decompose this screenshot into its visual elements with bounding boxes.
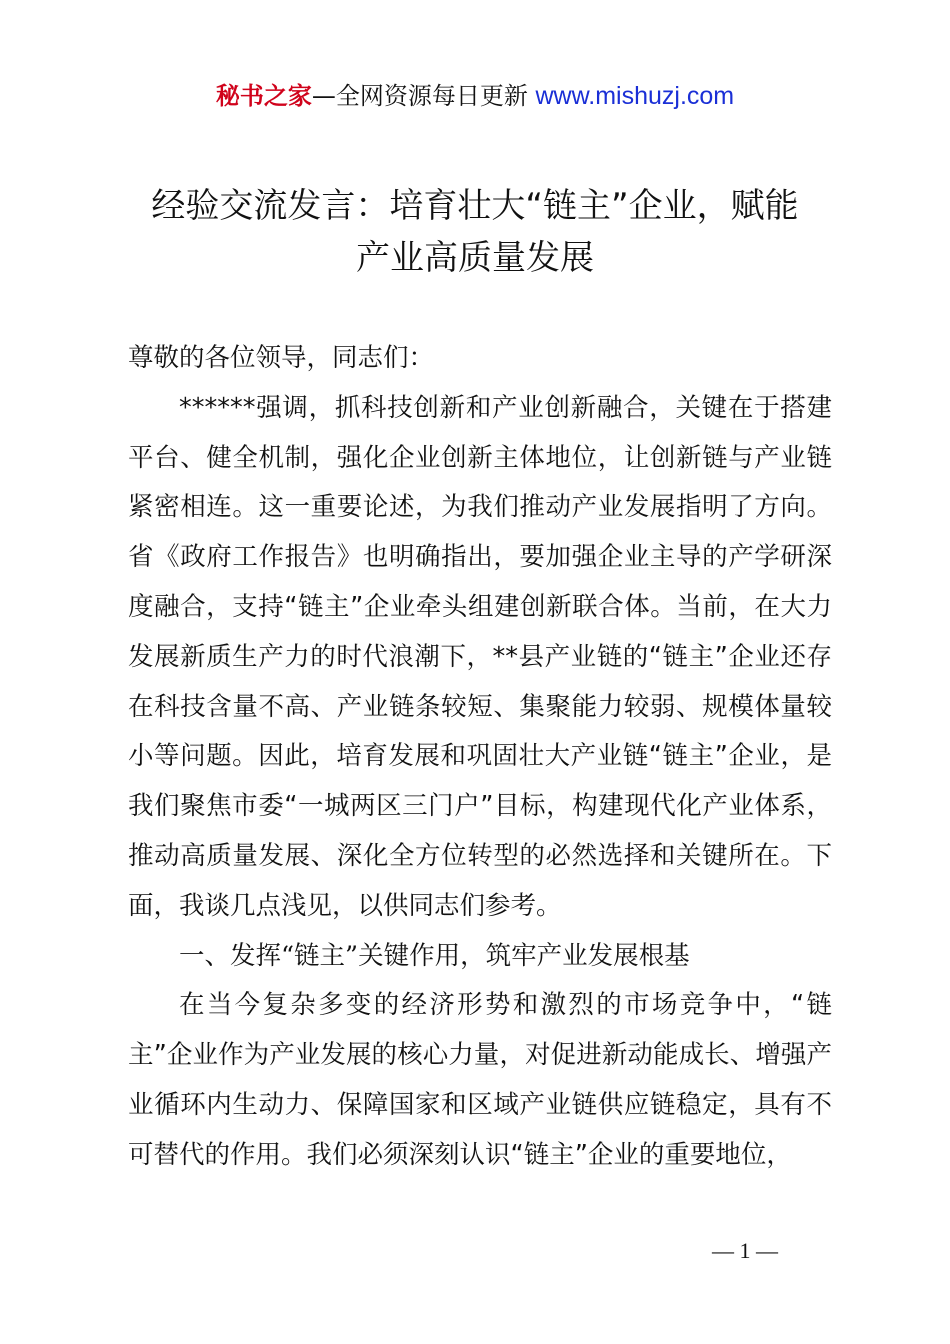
- page-number: — 1 —: [712, 1238, 778, 1263]
- site-banner: [0, 78, 950, 114]
- title-line-2: 产业高质量发展: [356, 238, 594, 278]
- title-line-1: 经验交流发言：培育壮大“链主”企业，赋能: [151, 186, 799, 226]
- document-body: [128, 334, 832, 1181]
- brand-name: 秘书之家: [215, 82, 312, 110]
- section-heading: 一、发挥“链主”关键作用，筑牢产业发展根基: [179, 940, 690, 971]
- salutation: 尊敬的各位领导，同志们：: [128, 343, 435, 373]
- site-url-link[interactable]: www.mishuzj.com: [535, 82, 735, 110]
- banner-tagline: —全网资源每日更新: [311, 82, 528, 110]
- document-title: [80, 180, 870, 284]
- body-paragraph: 在当今复杂多变的经济形势和激烈的市场竞争中，“链主”企业作为产业发展的核心力量，对促进新动能成长、增强产业循环内生动力、保障国家和区域产业链供应链稳定，具有不可替代的作用。我们必须深刻认识“链主”企业的重要地位，: [128, 990, 832, 1170]
- body-paragraph: ******强调，抓科技创新和产业创新融合，关键在于搭建平台、健全机制，强化企业创新主体地位，让创新链与产业链紧密相连。这一重要论述，为我们推动产业发展指明了方向。省《政府工作报告》也明确指出，要加强企业主导的产学研深度融合，支持“链主”企业牵头组建创新联合体。当前，在大力发展新质生产力的时代浪潮下，**县产业链的“链主”企业还存在科技含量不高、产业链条较短、集聚能力较弱、规模体量较小等问题。因此，培育发展和巩固壮大产业链“链主”企业，是我们聚焦市委“一城两区三门户”目标，构建现代化产业体系，推动高质量发展、深化全方位转型的必然选择和关键所在。下面，我谈几点浅见，以供同志们参考。: [128, 392, 832, 921]
